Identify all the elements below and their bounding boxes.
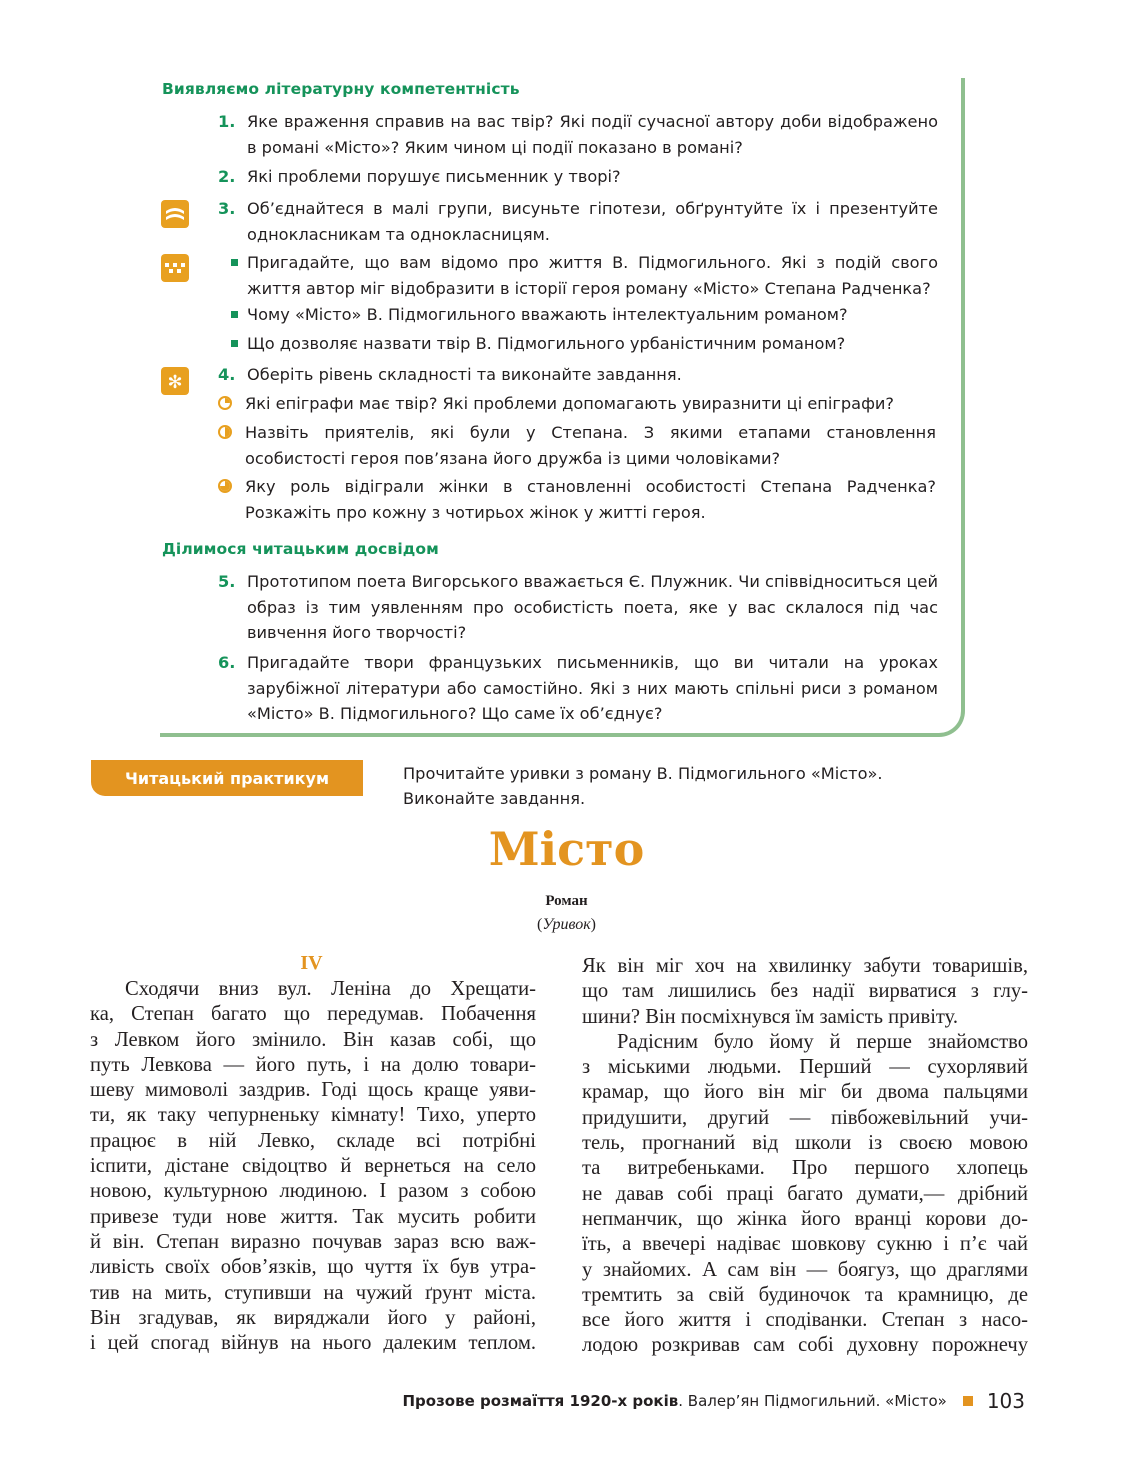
practicum-instruction [403,761,963,811]
text-line: що там лишились без надії вирватися з глу- [582,980,1028,1003]
question-2 [218,164,938,190]
discussion-icon [161,254,189,282]
excerpt-note: (Уривок) [537,916,596,933]
question-text: Які проблеми порушує письменник у творі? [247,167,621,186]
bullet-marker [231,259,238,266]
text-line: ти, як таку чепурненьку кімнату! Тихо, уперто [90,1104,536,1127]
text-column-left [90,977,536,1356]
question-number: 4. [218,365,236,384]
instruction-line: Виконайте завдання. [403,789,586,808]
svg-text:✻: ✻ [167,372,183,393]
question-1 [218,109,938,160]
text-line: непманчик, що жінка його вранці корови до- [582,1207,1028,1230]
question-text: Прототипом поета Вигорського вважається Є. Плужник. Чи співвідноситься цей образ із тим уявленням про особистість поета, яке у вас склалося під час вивчення його творчості? [247,572,938,642]
question-3 [218,196,938,247]
group-work-icon [161,200,189,228]
task-text: Яку роль відіграли жінки в становленні особистості Степана Радченка? Розкажіть про кожну з чотирьох жінок у житті героя. [245,477,936,522]
question-number: 5. [218,572,236,591]
excerpt-label: Уривок [542,916,591,933]
question-text: Яке враження справив на вас твір? Які події сучасної автору доби відображено в романі «Місто»? Яким чином ці події показано в романі? [247,112,938,157]
text-line: лодою розкривав сам собі духовну порожнечу [582,1334,1028,1357]
page-number: 103 [986,1389,1025,1413]
text-line: шеву мимоволі заздрив. Годі щось краще уяви- [90,1079,536,1102]
text-line: працює в ній Левко, складе всі потрібні [90,1129,536,1152]
work-title: Місто [488,822,645,876]
chapter-number: IV [300,952,323,974]
text-line: все його життя і сподіванки. Степан з насо- [582,1309,1028,1332]
half-circle-icon [218,425,232,439]
text-line: Сходячи вниз вул. Леніна до Хрещати- [125,978,536,1000]
section-heading-sharing: Ділимося читацьким досвідом [162,540,439,558]
text-line: ливість своїх обов’язків, що чуття їх був утра- [90,1256,536,1279]
question-4 [218,362,938,388]
text-line: шини? Він посміхнувся їм замість привіту. [582,1005,959,1028]
section-heading-competence: Виявляємо літературну компетентність [162,80,520,98]
text-line: тель, прогнаний від школи із своєю мовою [582,1132,1028,1155]
bullet-text: Чому «Місто» В. Підмогильного вважають інтелектуальним романом? [247,305,848,324]
text-line: з міськими людьми. Перший — сухорлявий [582,1056,1028,1079]
text-line: Він згадував, як виряджали його у районі, [90,1306,536,1329]
footer-square-icon [963,1396,973,1406]
text-line: іспити, дістане свідоцтво й вернеться на село [90,1155,536,1178]
text-line: ка, Степан багато що передумав. Побачення [90,1003,536,1026]
text-line: і цей спогад війнув на нього далеким теплом. [90,1332,536,1355]
text-line: путь Левкова — його путь, і на долю товари- [90,1053,536,1076]
text-line: придушити, другий — півбожевільний учи- [582,1106,1028,1129]
text-line: та витребеньками. Про першого хлопець [582,1157,1028,1180]
three-quarter-circle-icon [218,479,232,493]
question-text: Пригадайте твори французьких письменників, що ви читали на уроках зарубіжної літератури або самостійно. Які з них мають спільні риси з романом «Місто» В. Підмогильного? Що саме їх об’єднує? [247,653,938,723]
instruction-line: Прочитайте уривки з роману В. Підмогильного «Місто». [403,764,883,783]
bullet-item [218,331,938,357]
question-text: Об’єднайтеся в малі групи, висуньте гіпотези, обґрунтуйте їх і презентуйте однокласникам та однокласницям. [247,199,938,244]
question-number: 1. [218,112,236,131]
bullet-text: Що дозволяє назвати твір В. Підмогильного урбаністичним романом? [247,334,846,353]
level-task-1 [216,391,936,417]
text-line: тив на мить, ступивши на чужий ґрунт міста. [90,1281,536,1304]
difficulty-levels-icon [161,367,189,395]
text-line: Як він міг хоч на хвилинку забути товаришів, [582,955,1028,977]
bullet-item [218,250,938,301]
text-line: з Левком його змінило. Він казав собі, що [90,1028,536,1051]
question-text: Оберіть рівень складності та виконайте завдання. [247,365,682,384]
text-line: не давав собі праці багато думати,— дрібний [582,1182,1028,1205]
reading-practicum-label: Читацький практикум [91,760,363,796]
quarter-circle-icon [218,396,232,410]
bullet-item [218,302,938,328]
text-line: й він. Степан виразно почував зараз всю важ- [90,1230,536,1253]
work-genre: Роман [545,893,588,909]
task-text: Назвіть приятелів, які були у Степана. З якими етапами становлення особистості героя пов’язана його дружба із цими чоловіками? [245,423,936,468]
footer-chapter: . Валер’ян Підмогильний. «Місто» [678,1392,947,1410]
text-line: Радісним було йому й перше знайомство [617,1030,1028,1053]
page-footer [402,1389,1025,1413]
text-line: у знайомих. А сам він — боягуз, що драглями [582,1258,1028,1281]
task-text: Які епіграфи має твір? Які проблеми допомагають увиразнити ці епіграфи? [245,394,895,413]
question-number: 2. [218,167,236,186]
bullet-text: Пригадайте, що вам відомо про життя В. Підмогильного. Які з подій свого життя автор міг відобразити в історії героя роману «Місто» Степана Радченка? [247,253,938,298]
bullet-marker [231,311,238,318]
text-line: тремтить за свій будиночок та крамницю, де [582,1283,1028,1306]
level-task-2 [216,420,936,471]
question-5 [218,569,938,646]
question-number: 6. [218,653,236,672]
question-number: 3. [218,199,236,218]
text-line: їть, а ввечері надіває шовкову сукню і п’є чай [582,1233,1028,1256]
text-line: привезе туди нове життя. Так мусить робити [90,1205,536,1228]
text-column-right [582,954,1028,1359]
text-line: крамар, що його він міг би двома пальцями [582,1081,1028,1104]
question-6 [218,650,938,727]
footer-section: Прозове розмаїття 1920-х років [402,1392,679,1410]
bullet-marker [231,340,238,347]
level-task-3 [216,474,936,525]
text-line: новою, культурною людиною. І разом з собою [90,1180,536,1203]
